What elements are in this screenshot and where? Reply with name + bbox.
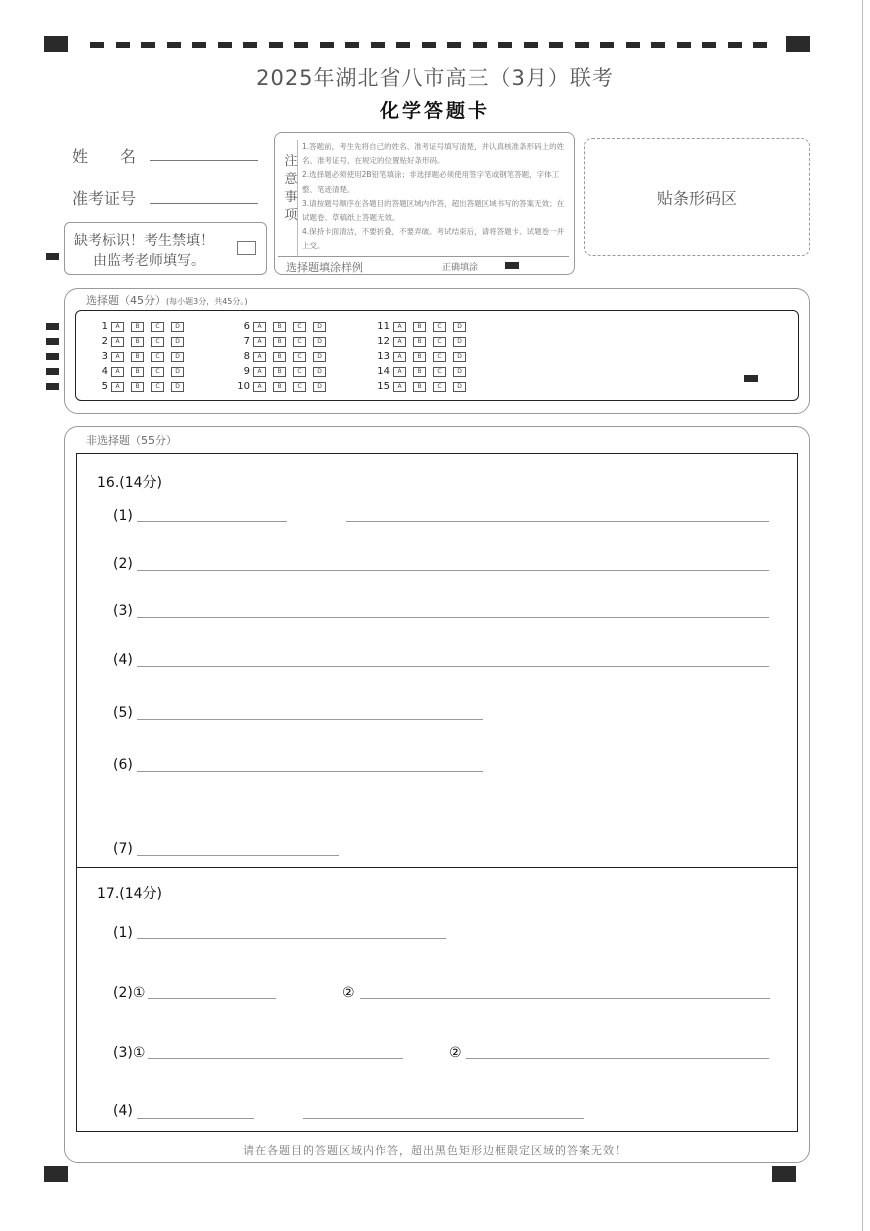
- q17-part2a-label: (2)①: [113, 985, 146, 1001]
- timing-dash: [702, 42, 716, 48]
- timing-dash: [218, 42, 232, 48]
- choice-section-title: [86, 292, 248, 308]
- question-number: 15: [377, 381, 390, 392]
- option-bubble-c[interactable]: C: [433, 322, 446, 332]
- option-bubble-a[interactable]: A: [393, 382, 406, 392]
- option-bubble-b[interactable]: B: [273, 382, 286, 392]
- option-bubble-b[interactable]: B: [273, 337, 286, 347]
- option-bubble-d[interactable]: D: [171, 337, 184, 347]
- option-bubble-a[interactable]: A: [393, 322, 406, 332]
- q16-part1-line-a[interactable]: [137, 521, 287, 522]
- timing-dash: [90, 42, 104, 48]
- q17-part1-line[interactable]: [137, 938, 446, 939]
- choice-right-marker: [744, 375, 758, 382]
- timing-dash: [396, 42, 410, 48]
- timing-dash: [192, 42, 206, 48]
- option-bubble-a[interactable]: A: [253, 352, 266, 362]
- question-number: 10: [237, 381, 250, 392]
- timing-dash: [473, 42, 487, 48]
- option-bubble-d[interactable]: D: [453, 337, 466, 347]
- notice-items: [302, 140, 570, 254]
- option-bubble-a[interactable]: A: [253, 367, 266, 377]
- option-bubble-b[interactable]: B: [131, 337, 144, 347]
- page-edge-line: [862, 0, 863, 1231]
- exam-number-label: 准考证号: [72, 189, 137, 208]
- q16-part6-label: (6): [113, 757, 133, 773]
- option-bubble-a[interactable]: A: [253, 322, 266, 332]
- notice-heading: 注意事项: [284, 154, 298, 223]
- notice-item: 3.请按题号顺序在各题目的答题区域内作答，超出答题区域书写的答案无效；在试题卷、草稿纸上答题无效。: [302, 198, 565, 223]
- notice-item: 2.选择题必须使用2B铅笔填涂；非选择题必须使用签字笔或钢笔答题，字体工整、笔迹清楚。: [302, 170, 560, 194]
- option-bubble-c[interactable]: C: [433, 337, 446, 347]
- option-bubble-c[interactable]: C: [151, 367, 164, 377]
- timing-dash: [116, 42, 130, 48]
- option-bubble-a[interactable]: A: [253, 337, 266, 347]
- option-bubble-b[interactable]: B: [413, 382, 426, 392]
- option-bubble-d[interactable]: D: [313, 322, 326, 332]
- option-bubble-c[interactable]: C: [293, 352, 306, 362]
- option-bubble-b[interactable]: B: [273, 352, 286, 362]
- q16-heading: 16.(14分): [97, 475, 163, 491]
- q16-part3-line[interactable]: [137, 617, 769, 618]
- option-bubble-d[interactable]: D: [313, 382, 326, 392]
- q16-part5-line[interactable]: [137, 719, 483, 720]
- question-number: 11: [377, 321, 390, 332]
- option-bubble-c[interactable]: C: [293, 322, 306, 332]
- option-bubble-d[interactable]: D: [171, 352, 184, 362]
- q17-part3a-line[interactable]: [148, 1058, 403, 1059]
- timing-dash: [371, 42, 385, 48]
- name-label: 姓 名: [72, 147, 137, 166]
- option-bubble-d[interactable]: D: [453, 352, 466, 362]
- correct-fill-sample: [505, 262, 519, 269]
- correct-fill-label: 正确填涂: [442, 263, 479, 273]
- question-number: 13: [377, 351, 390, 362]
- question-number: 7: [243, 336, 250, 347]
- option-bubble-c[interactable]: C: [433, 382, 446, 392]
- choice-side-marker: [46, 383, 59, 390]
- option-bubble-d[interactable]: D: [453, 382, 466, 392]
- option-bubble-c[interactable]: C: [293, 367, 306, 377]
- option-bubble-d[interactable]: D: [171, 367, 184, 377]
- q16-part1-label: (1): [113, 508, 133, 524]
- q16-part3-label: (3): [113, 603, 133, 619]
- q17-part3b-line[interactable]: [466, 1058, 769, 1059]
- option-bubble-c[interactable]: C: [433, 367, 446, 377]
- absent-checkbox[interactable]: [237, 241, 256, 255]
- timing-dash: [447, 42, 461, 48]
- option-bubble-c[interactable]: C: [151, 352, 164, 362]
- choice-side-marker: [46, 323, 59, 330]
- question-number: 9: [243, 366, 250, 377]
- option-bubble-b[interactable]: B: [273, 322, 286, 332]
- q17-part3b-label: ②: [449, 1045, 462, 1061]
- q17-part3a-label: (3)①: [113, 1045, 146, 1061]
- exam-number-field[interactable]: [150, 203, 258, 204]
- option-bubble-a[interactable]: A: [393, 352, 406, 362]
- q17-part4-label: (4): [113, 1103, 133, 1119]
- timing-dash: [167, 42, 181, 48]
- option-bubble-d[interactable]: D: [171, 382, 184, 392]
- option-bubble-c[interactable]: C: [293, 382, 306, 392]
- option-bubble-a[interactable]: A: [393, 337, 406, 347]
- option-bubble-d[interactable]: D: [171, 322, 184, 332]
- option-bubble-a[interactable]: A: [393, 367, 406, 377]
- q16-part1-line-b[interactable]: [346, 521, 769, 522]
- barcode-label: 贴条形码区: [656, 189, 737, 208]
- timing-dash: [422, 42, 436, 48]
- q16-part4-line[interactable]: [137, 666, 769, 667]
- option-bubble-a[interactable]: A: [111, 367, 124, 377]
- nonchoice-section-title: 非选择题（55分）: [86, 434, 177, 447]
- option-bubble-b[interactable]: B: [413, 322, 426, 332]
- q16-part2-label: (2): [113, 556, 133, 572]
- notice-item: 4.保持卡面清洁，不要折叠，不要弄破。考试结束后，请将答题卡、试题卷一并上交。: [302, 227, 565, 251]
- notice-item: 1.答题前，考生先将自己的姓名、准考证号填写清楚，并认真核准条形码上的姓名、准考证号，在规定的位置贴好条形码。: [302, 142, 565, 166]
- timing-dash: [549, 42, 563, 48]
- option-bubble-b[interactable]: B: [131, 382, 144, 392]
- question-number: 5: [101, 381, 108, 392]
- q17-part2b-label: ②: [342, 985, 355, 1001]
- timing-dash: [626, 42, 640, 48]
- option-bubble-c[interactable]: C: [433, 352, 446, 362]
- timing-dash: [269, 42, 283, 48]
- option-bubble-d[interactable]: D: [313, 337, 326, 347]
- question-number: 14: [377, 366, 390, 377]
- option-bubble-b[interactable]: B: [131, 367, 144, 377]
- q17-part4-line-b[interactable]: [303, 1118, 584, 1119]
- q16-part6-line[interactable]: [137, 771, 483, 772]
- q16-part2-line[interactable]: [137, 570, 769, 571]
- q17-heading: 17.(14分): [97, 886, 163, 902]
- notice-divider-horizontal: [278, 256, 569, 257]
- timing-dash: [753, 42, 767, 48]
- q16-q17-divider: [77, 867, 797, 868]
- option-bubble-d[interactable]: D: [453, 367, 466, 377]
- option-bubble-b[interactable]: B: [131, 352, 144, 362]
- absent-mark-box: [64, 222, 267, 275]
- timing-dash: [243, 42, 257, 48]
- option-bubble-a[interactable]: A: [111, 352, 124, 362]
- q17-part2a-line[interactable]: [148, 998, 276, 999]
- option-bubble-b[interactable]: B: [131, 322, 144, 332]
- option-bubble-a[interactable]: A: [111, 322, 124, 332]
- absent-line-1: 缺考标识！考生禁填！: [74, 233, 214, 249]
- question-number: 8: [243, 351, 250, 362]
- timing-dash: [498, 42, 512, 48]
- q17-part4-line-a[interactable]: [137, 1118, 254, 1119]
- corner-marker-top-left: [44, 36, 68, 52]
- footer-warning: 请在各题目的答题区域内作答，超出黑色矩形边框限定区域的答案无效！: [243, 1144, 627, 1157]
- timing-dash: [320, 42, 334, 48]
- choice-side-marker: [46, 353, 59, 360]
- option-bubble-b[interactable]: B: [413, 367, 426, 377]
- question-number: 1: [101, 321, 108, 332]
- timing-dash: [575, 42, 589, 48]
- absent-line-2: 由监考老师填写。: [93, 253, 205, 269]
- corner-marker-top-right: [786, 36, 810, 52]
- option-bubble-c[interactable]: C: [151, 337, 164, 347]
- choice-note: (每小题3分，共45分。): [166, 297, 248, 306]
- page-title: 2025年湖北省八市高三（3月）联考: [256, 66, 614, 90]
- option-bubble-a[interactable]: A: [111, 382, 124, 392]
- timing-dash: [600, 42, 614, 48]
- corner-marker-bottom-left: [44, 1166, 68, 1182]
- choice-title: 选择题（45分）: [86, 294, 166, 307]
- question-number: 4: [101, 366, 108, 377]
- q17-part1-label: (1): [113, 925, 133, 941]
- q17-part2b-line[interactable]: [360, 998, 770, 999]
- timing-dash: [141, 42, 155, 48]
- timing-dash: [524, 42, 538, 48]
- question-number: 12: [377, 336, 390, 347]
- option-bubble-c[interactable]: C: [151, 382, 164, 392]
- option-bubble-c[interactable]: C: [293, 337, 306, 347]
- timing-dash: [728, 42, 742, 48]
- page-subtitle: 化学答题卡: [379, 100, 490, 122]
- option-bubble-a[interactable]: A: [111, 337, 124, 347]
- option-bubble-b[interactable]: B: [413, 337, 426, 347]
- answer-frame: [76, 453, 798, 1132]
- timing-dash: [345, 42, 359, 48]
- option-bubble-a[interactable]: A: [253, 382, 266, 392]
- name-field[interactable]: [150, 160, 258, 161]
- question-number: 6: [243, 321, 250, 332]
- choice-side-marker: [46, 338, 59, 345]
- question-number: 2: [101, 336, 108, 347]
- side-marker-absent: [46, 253, 59, 260]
- option-bubble-b[interactable]: B: [413, 352, 426, 362]
- choice-side-marker: [46, 368, 59, 375]
- option-bubble-b[interactable]: B: [273, 367, 286, 377]
- q16-part4-label: (4): [113, 652, 133, 668]
- option-bubble-d[interactable]: D: [313, 367, 326, 377]
- q16-part7-label: (7): [113, 841, 133, 857]
- question-number: 3: [101, 351, 108, 362]
- q16-part7-line[interactable]: [137, 855, 339, 856]
- timing-dash: [651, 42, 665, 48]
- sample-label: 选择题填涂样例: [286, 261, 363, 274]
- timing-dash: [677, 42, 691, 48]
- option-bubble-d[interactable]: D: [313, 352, 326, 362]
- option-bubble-c[interactable]: C: [151, 322, 164, 332]
- timing-dash: [294, 42, 308, 48]
- corner-marker-bottom-right: [772, 1166, 796, 1182]
- q16-part5-label: (5): [113, 705, 133, 721]
- option-bubble-d[interactable]: D: [453, 322, 466, 332]
